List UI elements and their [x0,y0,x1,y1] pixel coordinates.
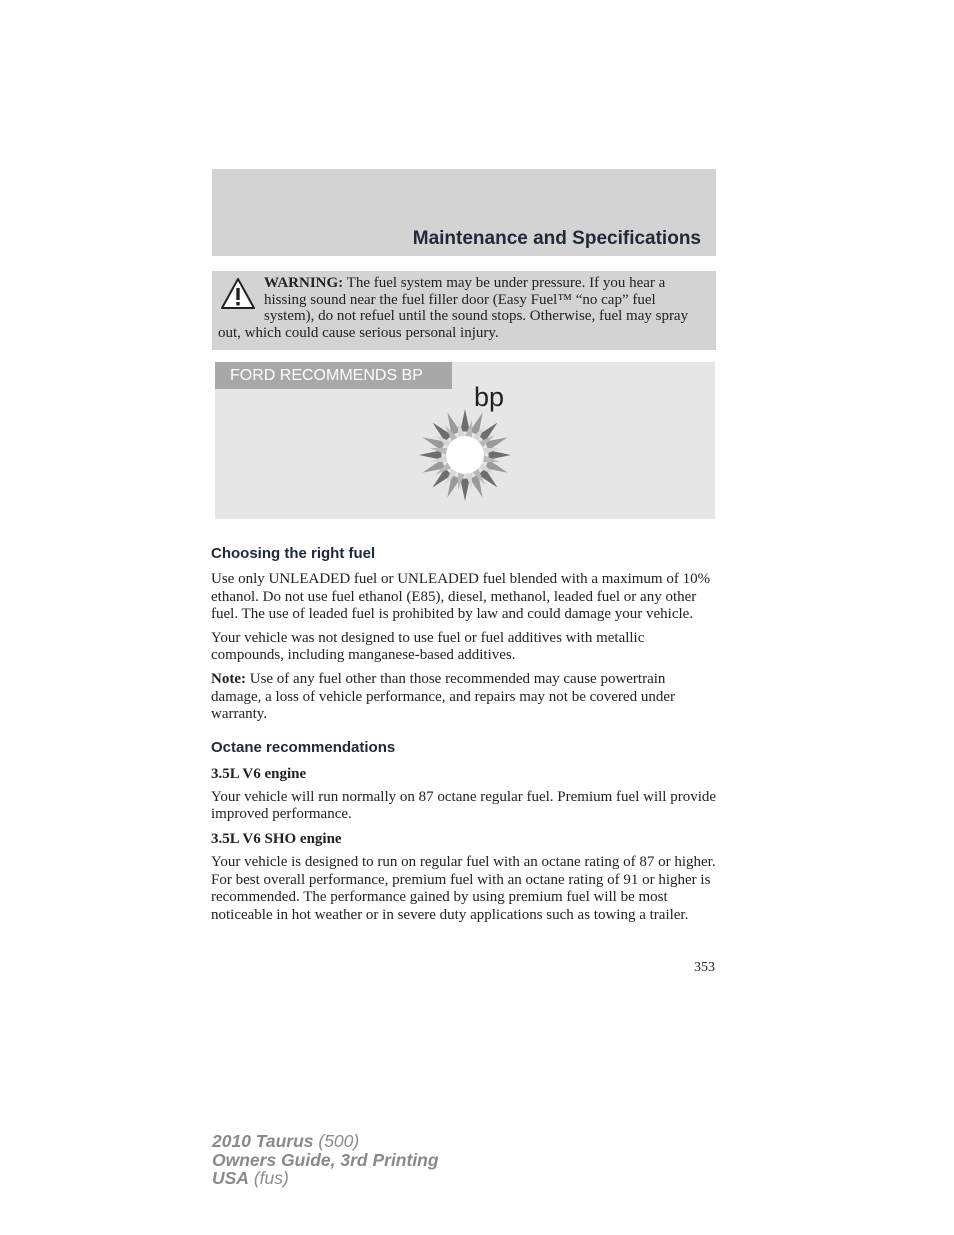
footer-print-info [212,1132,439,1188]
paragraph-note [211,671,718,724]
note-text: Use of any fuel other than those recommended may cause powertrain damage, a loss of vehicle performance, and repairs may not be covered under warranty. [211,670,675,723]
bp-logo-text: bp [474,382,505,412]
paragraph-v6-sho: Your vehicle is designed to run on regular fuel with an octane rating of 87 or higher. For best overall performance, premium fuel with an octane rating of 91 or higher is recommended. The performance gained by using premium fuel will be most noticeable in hot weather or in severe duty applications such as towing a trailer. [211,853,716,923]
page-number: 353 [694,960,715,975]
footer-line-model: 2010 Taurus (500) [212,1131,360,1151]
footer-line-guide: Owners Guide, 3rd Printing [212,1149,439,1170]
note-label: Note: [211,670,246,687]
warning-box [212,271,716,350]
bp-tab-label: FORD RECOMMENDS BP [215,362,452,389]
paragraph-v6: Your vehicle will run normally on 87 octane regular fuel. Premium fuel will provide improved performance. [211,788,717,823]
paragraph-additives: Your vehicle was not designed to use fuel or fuel additives with metallic compounds, including manganese-based additives. [211,629,645,664]
helios-ray [489,450,511,460]
heading-octane: Octane recommendations [211,738,396,756]
subheading-v6: 3.5L V6 engine [211,765,307,782]
helios-ray [460,409,470,431]
warning-label: WARNING: [264,275,344,291]
paragraph-unleaded: Use only UNLEADED fuel or UNLEADED fuel blended with a maximum of 10% ethanol. Do not use fuel ethanol (E85), diesel, methanol, leaded fuel or any other fuel. The use of leaded fuel is prohibited by law and could damage your vehicle. [211,571,711,623]
helios-center [446,436,484,474]
heading-choosing-fuel: Choosing the right fuel [211,545,376,562]
bp-recommendation-box [215,362,715,519]
body-content [211,544,718,930]
section-title: Maintenance and Specifications [412,228,701,249]
helios-ray [419,450,441,460]
warning-text: The fuel system may be under pressure. If you hear a hissing sound near the fuel filler door (Easy Fuel™ “no cap” fuel system), do not refuel until the sound stops. Otherwise, fuel may spray out, which could cause serious personal injury. [218,275,689,341]
bp-helios-icon [418,408,512,502]
subheading-v6-sho: 3.5L V6 SHO engine [211,830,342,847]
footer-line-region: USA (fus) [212,1168,289,1188]
helios-ray [460,479,470,501]
section-header-band [212,169,716,256]
warning-triangle-icon [220,277,256,311]
